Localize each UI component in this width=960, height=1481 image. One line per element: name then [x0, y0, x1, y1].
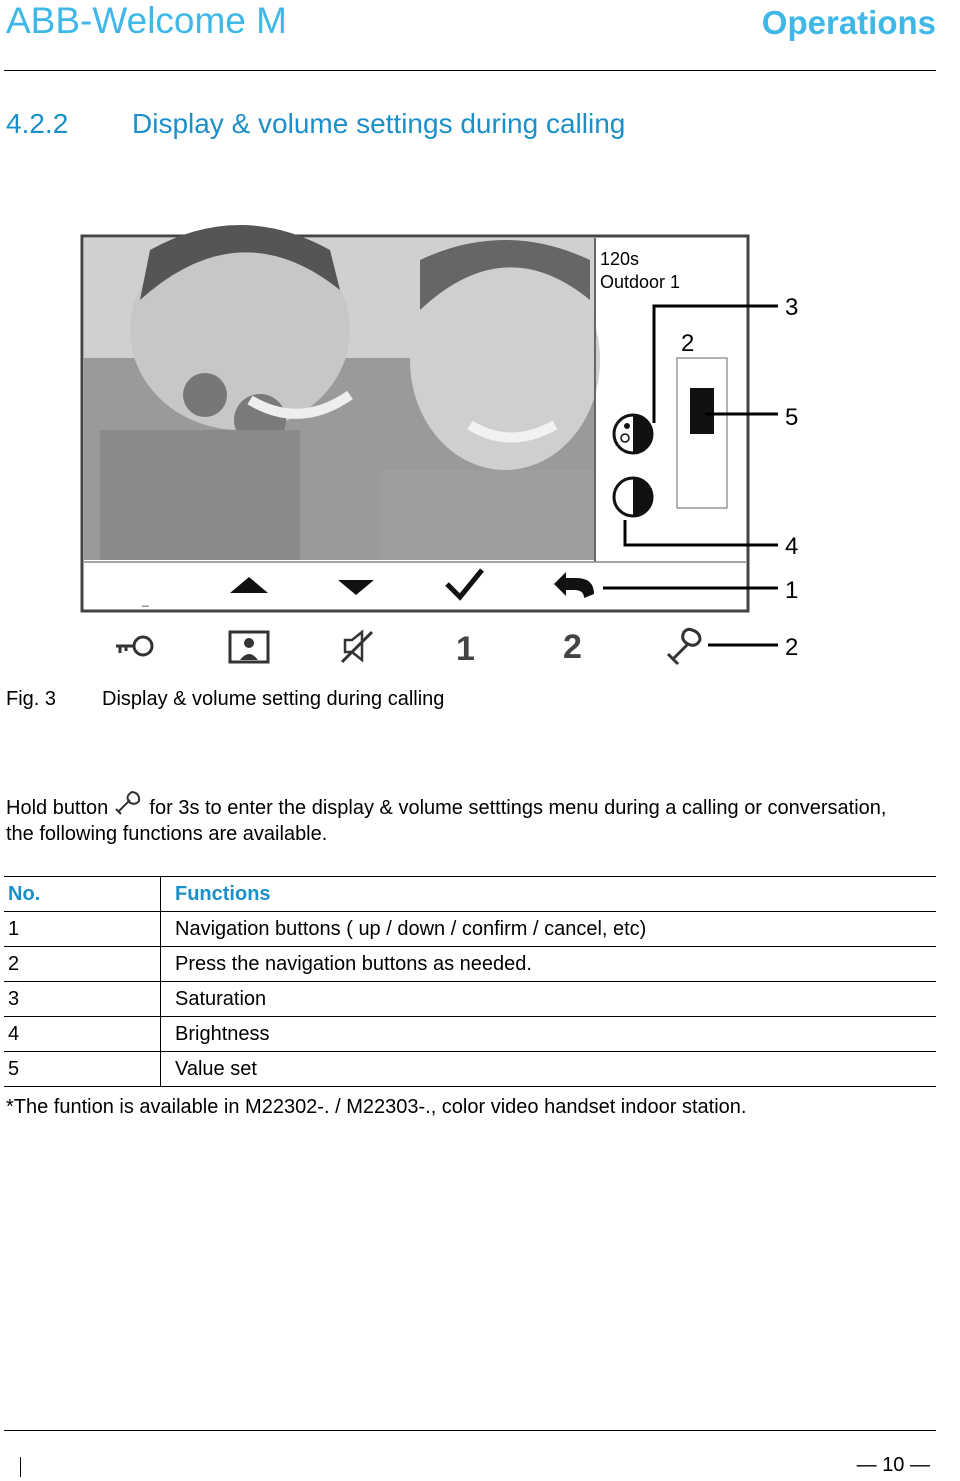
availability-note: *The funtion is available in M22302-. / M22303-., color video handset indoor station. [6, 1096, 747, 1118]
brightness-icon [614, 478, 652, 516]
intro-before: Hold button [6, 797, 109, 819]
callout-4: 4 [785, 533, 799, 560]
row-no: 2 [4, 947, 161, 982]
header-chapter: Operations [761, 4, 936, 41]
surveillance-icon [230, 632, 268, 662]
table-header-row [4, 877, 936, 912]
callout-2-inner: 2 [681, 330, 695, 357]
display-figure [0, 225, 960, 670]
svg-text:_: _ [142, 593, 149, 607]
row-function: Navigation buttons ( up / down / confirm / cancel, etc) [161, 912, 937, 947]
row-no: 3 [4, 982, 161, 1017]
intro-paragraph [6, 790, 906, 847]
row-no: 4 [4, 1017, 161, 1052]
row-function: Press the navigation buttons as needed. [161, 947, 937, 982]
key-icon [116, 637, 152, 655]
table-row [4, 912, 936, 947]
call-source: Outdoor 1 [600, 272, 681, 292]
footer-rule [4, 1430, 936, 1431]
saturation-icon [614, 415, 652, 453]
row-function: Value set [161, 1052, 937, 1087]
mute-icon [342, 632, 372, 662]
key-1: 1 [456, 630, 475, 668]
table-row [4, 1017, 936, 1052]
callout-2-outer: 2 [785, 634, 799, 661]
row-no: 1 [4, 912, 161, 947]
section-title: Display & volume settings during calling [132, 108, 626, 139]
video-image [84, 225, 600, 560]
table-row [4, 1052, 936, 1087]
page-number-value: 10 [882, 1454, 905, 1476]
section-number: 4.2.2 [6, 108, 69, 139]
table-row [4, 982, 936, 1017]
figure-label: Fig. 3 [6, 688, 57, 710]
header-no: No. [4, 877, 161, 912]
row-function: Brightness [161, 1017, 937, 1052]
intro-after: for 3s to enter the display & volume setttings menu during a calling or conversation, the following functions are available. [6, 797, 887, 845]
footer-marker [20, 1457, 21, 1477]
figure-caption: Display & volume setting during calling [102, 688, 445, 710]
slider-thumb [690, 388, 714, 434]
header-product-name: ABB-Welcome M [6, 0, 287, 41]
wrench-icon [668, 629, 700, 664]
functions-table [4, 876, 936, 1087]
key-2: 2 [563, 628, 582, 666]
row-no: 5 [4, 1052, 161, 1087]
callout-5: 5 [785, 404, 799, 431]
callout-1: 1 [785, 577, 799, 604]
row-function: Saturation [161, 982, 937, 1017]
wrench-icon [114, 790, 144, 816]
header-rule [4, 70, 936, 71]
page-number: — 10 — [856, 1454, 930, 1476]
callout-3: 3 [785, 294, 799, 321]
table-row [4, 947, 936, 982]
header-functions: Functions [161, 877, 937, 912]
call-timer: 120s [600, 249, 640, 269]
